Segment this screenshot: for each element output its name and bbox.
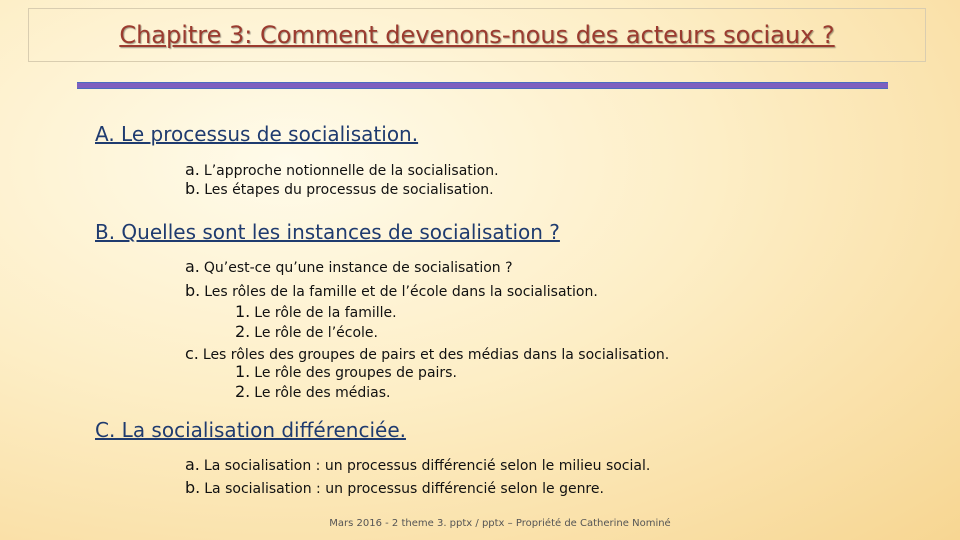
item-text: Les rôles de la famille et de l’école dans la socialisation. (204, 284, 598, 300)
sub-item-text: Le rôle des médias. (254, 385, 391, 401)
list-item (185, 478, 604, 497)
item-marker: a. (185, 257, 200, 276)
list-item (185, 281, 598, 300)
title-divider (77, 82, 888, 89)
sub-item-text: Le rôle de la famille. (254, 305, 397, 321)
list-item (185, 179, 494, 198)
item-text: Qu’est-ce qu’une instance de socialisation ? (203, 260, 513, 276)
item-marker: a. (185, 455, 200, 474)
title-box (28, 8, 926, 62)
item-text: Les rôles des groupes de pairs et des médias dans la socialisation. (202, 347, 670, 363)
sub-item-marker: 2. (235, 322, 251, 341)
item-text: L’approche notionnelle de la socialisation. (203, 163, 499, 179)
item-marker: b. (185, 478, 201, 497)
sub-item-text: Le rôle de l’école. (254, 325, 378, 341)
item-marker: a. (185, 160, 200, 179)
sub-item-marker: 1. (235, 362, 251, 381)
list-item (185, 160, 499, 179)
list-item (185, 257, 513, 276)
list-item (185, 455, 650, 474)
sub-item (235, 322, 378, 341)
item-marker: b. (185, 179, 201, 198)
sub-item (235, 362, 457, 381)
sub-item (235, 382, 390, 401)
item-marker: c. (185, 344, 199, 363)
item-text: La socialisation : un processus différencié selon le milieu social. (203, 458, 651, 474)
item-marker: b. (185, 281, 201, 300)
section-heading-b: B. Quelles sont les instances de socialisation ? (95, 220, 560, 244)
slide-title: Chapitre 3: Comment devenons-nous des acteurs sociaux ? (119, 21, 835, 49)
item-text: Les étapes du processus de socialisation. (204, 182, 494, 198)
section-heading-c: C. La socialisation différenciée. (95, 418, 406, 442)
sub-item (235, 302, 397, 321)
sub-item-marker: 1. (235, 302, 251, 321)
sub-item-marker: 2. (235, 382, 251, 401)
item-text: La socialisation : un processus différencié selon le genre. (204, 481, 604, 497)
list-item (185, 344, 669, 363)
section-heading-a: A. Le processus de socialisation. (95, 122, 419, 146)
slide-footer: Mars 2016 - 2 theme 3. pptx / pptx – Propriété de Catherine Nominé (329, 518, 671, 529)
sub-item-text: Le rôle des groupes de pairs. (254, 365, 457, 381)
